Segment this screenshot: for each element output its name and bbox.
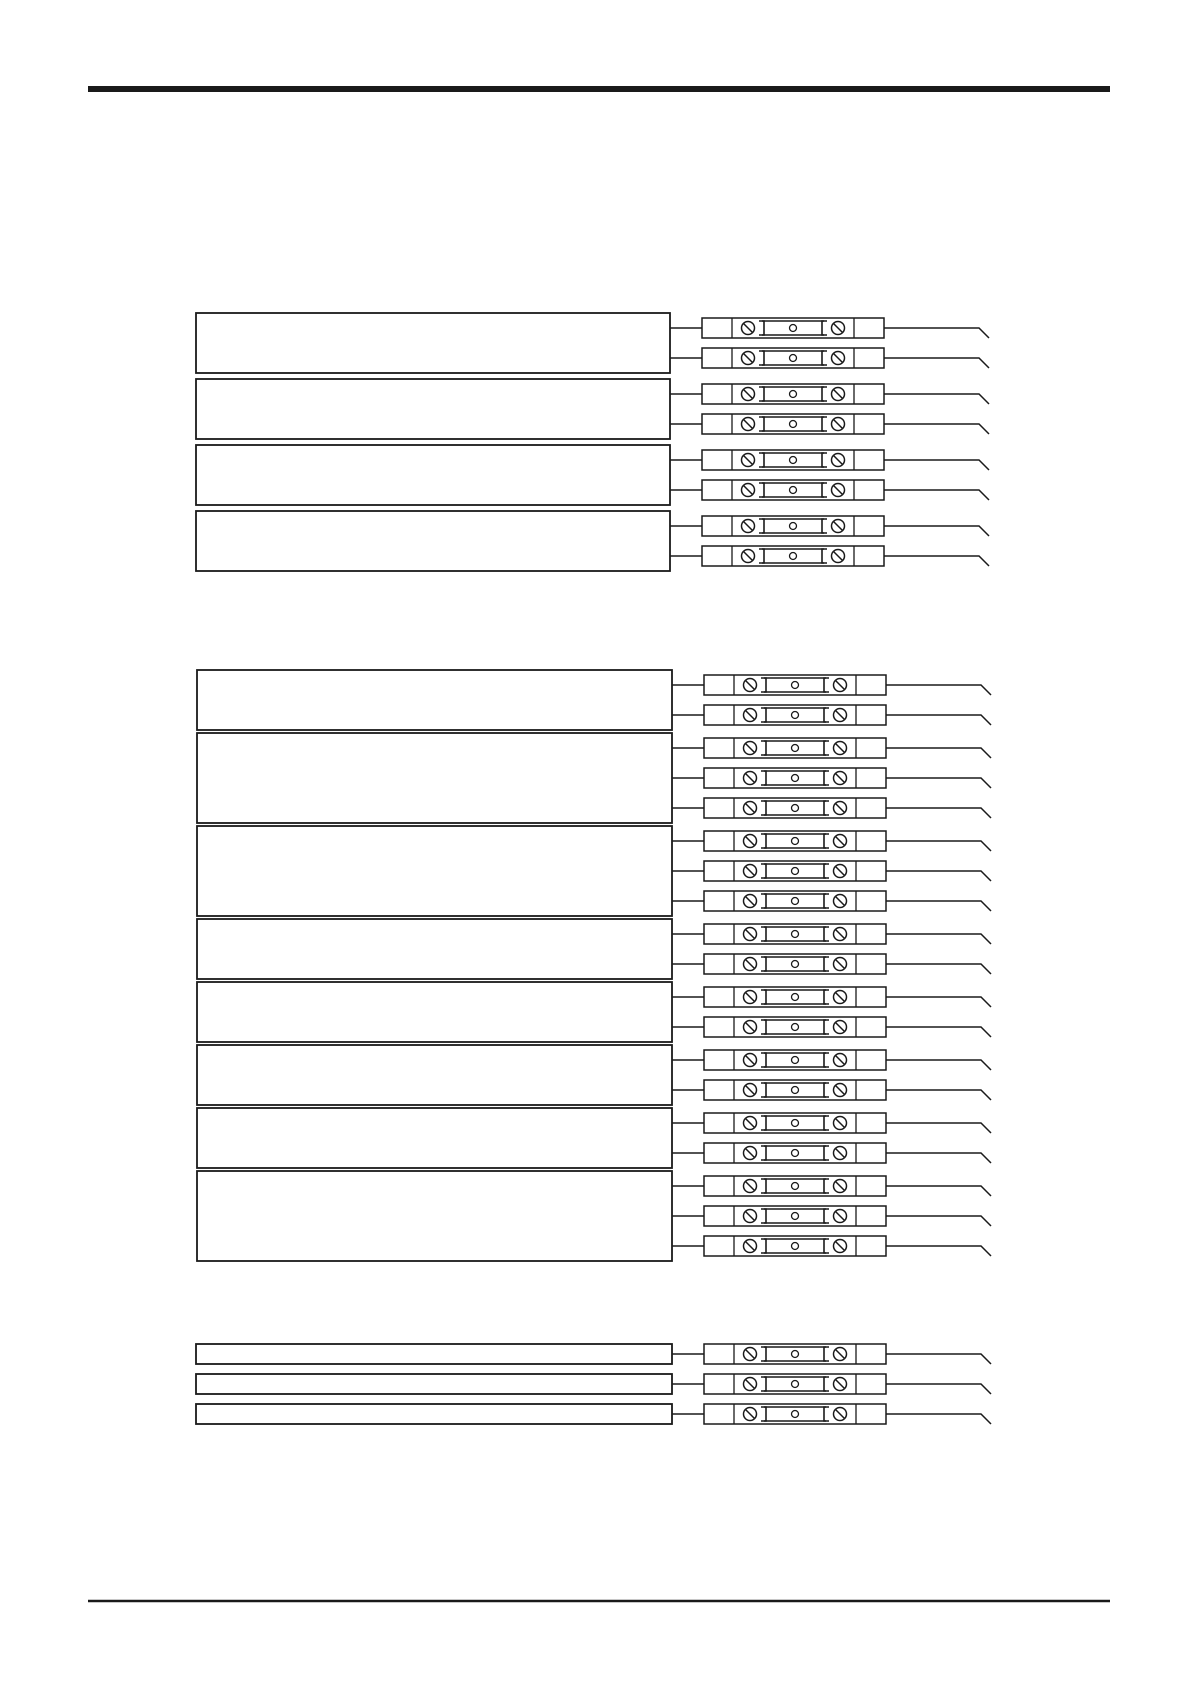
angled-lead-icon — [886, 1354, 991, 1364]
screw-slotted-icon — [832, 322, 845, 335]
angled-lead-icon — [886, 1153, 991, 1163]
group-box — [196, 1344, 672, 1364]
screw-slotted-icon — [834, 1117, 847, 1130]
screw-slotted-icon — [832, 550, 845, 563]
screw-slotted-icon — [744, 1117, 757, 1130]
screw-slotted-icon — [834, 1180, 847, 1193]
terminal-row — [672, 891, 991, 911]
screw-slotted-icon — [834, 865, 847, 878]
fuse-terminal-icon — [704, 1080, 886, 1100]
fuse-terminal-icon — [702, 516, 884, 536]
fuse-terminal-icon — [704, 1176, 886, 1196]
terminal-row — [672, 1344, 991, 1364]
terminal-group — [197, 1171, 991, 1261]
angled-lead-icon — [886, 808, 991, 818]
terminal-group — [197, 919, 991, 979]
angled-lead-icon — [886, 1246, 991, 1256]
screw-slotted-icon — [744, 1084, 757, 1097]
angled-lead-icon — [886, 1384, 991, 1394]
screw-slotted-icon — [744, 865, 757, 878]
screw-slotted-icon — [834, 835, 847, 848]
fuse-terminal-icon — [704, 798, 886, 818]
section-3 — [196, 1344, 991, 1424]
screw-slotted-icon — [742, 418, 755, 431]
terminal-group — [197, 1108, 991, 1168]
screw-slotted-icon — [744, 835, 757, 848]
terminal-row — [672, 1206, 991, 1226]
screw-slotted-icon — [742, 484, 755, 497]
screw-slotted-icon — [742, 520, 755, 533]
terminal-row — [670, 348, 989, 368]
screw-slotted-icon — [744, 1180, 757, 1193]
screw-slotted-icon — [834, 1348, 847, 1361]
screw-slotted-icon — [834, 709, 847, 722]
group-box — [197, 1045, 672, 1105]
fuse-terminal-icon — [704, 738, 886, 758]
terminal-row — [672, 831, 991, 851]
screw-slotted-icon — [834, 1021, 847, 1034]
screw-slotted-icon — [744, 742, 757, 755]
fuse-terminal-icon — [702, 480, 884, 500]
screw-slotted-icon — [832, 520, 845, 533]
group-box — [196, 511, 670, 571]
terminal-sections — [196, 313, 991, 1424]
terminal-row — [670, 414, 989, 434]
fuse-terminal-icon — [702, 450, 884, 470]
angled-lead-icon — [886, 1123, 991, 1133]
section-2 — [197, 670, 991, 1261]
angled-lead-icon — [884, 424, 989, 434]
screw-slotted-icon — [834, 958, 847, 971]
fuse-terminal-icon — [702, 546, 884, 566]
fuse-terminal-icon — [704, 675, 886, 695]
screw-slotted-icon — [744, 802, 757, 815]
group-box — [196, 1374, 672, 1394]
screw-slotted-icon — [832, 388, 845, 401]
fuse-terminal-icon — [704, 1113, 886, 1133]
fuse-terminal-icon — [702, 348, 884, 368]
screw-slotted-icon — [834, 1240, 847, 1253]
angled-lead-icon — [886, 748, 991, 758]
screw-slotted-icon — [744, 709, 757, 722]
terminal-row — [672, 1236, 991, 1256]
angled-lead-icon — [886, 1216, 991, 1226]
screw-slotted-icon — [834, 772, 847, 785]
fuse-terminal-icon — [704, 924, 886, 944]
angled-lead-icon — [886, 1027, 991, 1037]
angled-lead-icon — [886, 715, 991, 725]
terminal-group — [197, 733, 991, 823]
terminal-row — [670, 384, 989, 404]
screw-slotted-icon — [742, 322, 755, 335]
screw-slotted-icon — [834, 1054, 847, 1067]
screw-slotted-icon — [742, 352, 755, 365]
screw-slotted-icon — [742, 550, 755, 563]
screw-slotted-icon — [742, 388, 755, 401]
angled-lead-icon — [884, 490, 989, 500]
group-box — [197, 1171, 672, 1261]
terminal-group — [196, 511, 989, 571]
fuse-terminal-icon — [704, 831, 886, 851]
screw-slotted-icon — [834, 802, 847, 815]
screw-slotted-icon — [832, 352, 845, 365]
fuse-terminal-icon — [704, 891, 886, 911]
terminal-group — [197, 826, 991, 916]
screw-slotted-icon — [744, 928, 757, 941]
fuse-terminal-icon — [704, 1344, 886, 1364]
fuse-terminal-icon — [704, 768, 886, 788]
terminal-row — [672, 1404, 991, 1424]
angled-lead-icon — [886, 841, 991, 851]
terminal-group — [196, 1344, 991, 1364]
angled-lead-icon — [886, 901, 991, 911]
terminal-group — [196, 1404, 991, 1424]
screw-slotted-icon — [744, 1378, 757, 1391]
screw-slotted-icon — [832, 454, 845, 467]
terminal-row — [670, 516, 989, 536]
screw-slotted-icon — [744, 1054, 757, 1067]
group-box — [196, 445, 670, 505]
terminal-row — [672, 1143, 991, 1163]
angled-lead-icon — [886, 871, 991, 881]
fuse-terminal-icon — [702, 384, 884, 404]
group-box — [196, 379, 670, 439]
group-box — [197, 826, 672, 916]
terminal-row — [672, 1374, 991, 1394]
fuse-terminal-icon — [704, 987, 886, 1007]
angled-lead-icon — [886, 778, 991, 788]
terminal-row — [672, 738, 991, 758]
fuse-terminal-icon — [704, 1404, 886, 1424]
screw-slotted-icon — [744, 1147, 757, 1160]
fuse-terminal-icon — [702, 318, 884, 338]
terminal-row — [670, 450, 989, 470]
terminal-row — [672, 768, 991, 788]
fuse-terminal-icon — [704, 1017, 886, 1037]
screw-slotted-icon — [834, 928, 847, 941]
screw-slotted-icon — [834, 991, 847, 1004]
angled-lead-icon — [884, 358, 989, 368]
terminal-row — [672, 1080, 991, 1100]
group-box — [197, 919, 672, 979]
terminal-group — [196, 379, 989, 439]
fuse-terminal-icon — [704, 1236, 886, 1256]
group-box — [197, 733, 672, 823]
terminal-group — [197, 670, 991, 730]
screw-slotted-icon — [742, 454, 755, 467]
group-box — [197, 670, 672, 730]
screw-slotted-icon — [834, 1378, 847, 1391]
angled-lead-icon — [886, 685, 991, 695]
terminal-group — [197, 982, 991, 1042]
fuse-terminal-icon — [704, 861, 886, 881]
terminal-row — [672, 987, 991, 1007]
terminal-row — [670, 318, 989, 338]
terminal-row — [672, 861, 991, 881]
screw-slotted-icon — [834, 1408, 847, 1421]
screw-slotted-icon — [744, 1021, 757, 1034]
angled-lead-icon — [886, 1090, 991, 1100]
screw-slotted-icon — [834, 742, 847, 755]
terminal-group — [196, 445, 989, 505]
terminal-group — [196, 313, 989, 373]
terminal-row — [672, 954, 991, 974]
group-box — [197, 982, 672, 1042]
screw-slotted-icon — [834, 679, 847, 692]
screw-slotted-icon — [744, 1348, 757, 1361]
screw-slotted-icon — [744, 772, 757, 785]
angled-lead-icon — [886, 1414, 991, 1424]
group-box — [196, 1404, 672, 1424]
group-box — [196, 313, 670, 373]
angled-lead-icon — [884, 460, 989, 470]
angled-lead-icon — [886, 964, 991, 974]
screw-slotted-icon — [744, 1408, 757, 1421]
terminal-row — [672, 1113, 991, 1133]
screw-slotted-icon — [744, 895, 757, 908]
screw-slotted-icon — [744, 1240, 757, 1253]
terminal-row — [670, 546, 989, 566]
angled-lead-icon — [884, 556, 989, 566]
screw-slotted-icon — [832, 484, 845, 497]
fuse-terminal-icon — [704, 1143, 886, 1163]
screw-slotted-icon — [744, 958, 757, 971]
terminal-row — [672, 1050, 991, 1070]
terminal-row — [672, 798, 991, 818]
screw-slotted-icon — [832, 418, 845, 431]
screw-slotted-icon — [744, 679, 757, 692]
angled-lead-icon — [886, 1186, 991, 1196]
terminal-group — [197, 1045, 991, 1105]
fuse-terminal-icon — [704, 1206, 886, 1226]
group-box — [197, 1108, 672, 1168]
angled-lead-icon — [886, 934, 991, 944]
terminal-row — [670, 480, 989, 500]
screw-slotted-icon — [834, 1147, 847, 1160]
terminal-row — [672, 675, 991, 695]
fuse-terminal-icon — [704, 954, 886, 974]
angled-lead-icon — [886, 1060, 991, 1070]
angled-lead-icon — [884, 328, 989, 338]
terminal-row — [672, 1176, 991, 1196]
screw-slotted-icon — [744, 1210, 757, 1223]
screw-slotted-icon — [744, 991, 757, 1004]
screw-slotted-icon — [834, 1084, 847, 1097]
section-1 — [196, 313, 989, 571]
fuse-terminal-icon — [702, 414, 884, 434]
angled-lead-icon — [884, 394, 989, 404]
fuse-terminal-icon — [704, 705, 886, 725]
terminal-row — [672, 924, 991, 944]
terminal-row — [672, 705, 991, 725]
angled-lead-icon — [884, 526, 989, 536]
terminal-row — [672, 1017, 991, 1037]
fuse-terminal-icon — [704, 1374, 886, 1394]
fuse-terminal-icon — [704, 1050, 886, 1070]
terminal-group — [196, 1374, 991, 1394]
screw-slotted-icon — [834, 1210, 847, 1223]
angled-lead-icon — [886, 997, 991, 1007]
screw-slotted-icon — [834, 895, 847, 908]
